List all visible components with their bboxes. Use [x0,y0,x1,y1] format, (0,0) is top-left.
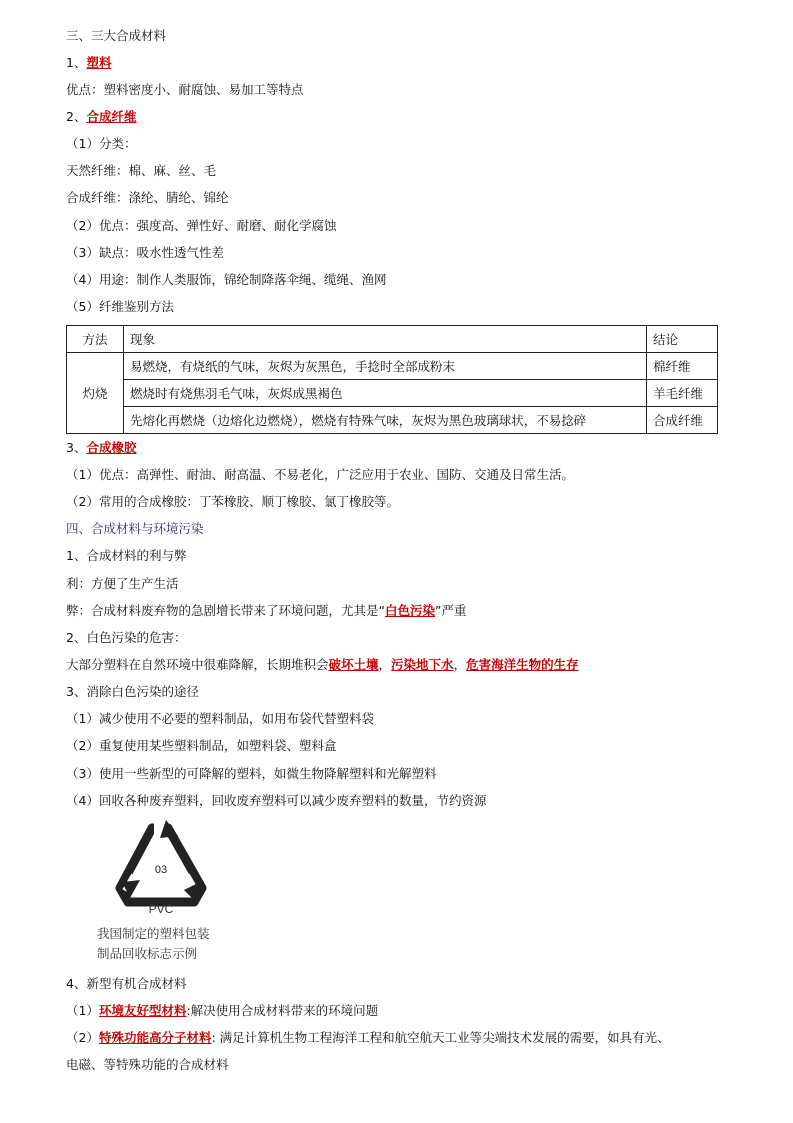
functional-polymer-term: 特殊功能高分子材料 [98,1030,212,1045]
table-conclusion-cell: 羊毛纤维 [647,380,718,407]
fiber-term: 合成纤维 [86,109,137,124]
table-phenomenon-cell: 燃烧时有烧焦羽毛气味，灰烬成黑褐色 [124,380,647,407]
item2-text: : 满足计算机生物工程海洋工程和航空航天工业等尖端技术发展的需要，如具有光、 [211,1030,670,1045]
fiber-natural: 天然纤维：棉、麻、丝、毛 [66,163,217,178]
hazard-text [66,656,579,674]
new-materials-item1 [66,1002,378,1020]
plastic-heading [66,54,111,72]
pros-cons-harm [66,602,466,620]
new-materials-item2 [66,1029,670,1047]
new-materials-title: 4、新型有机合成材料 [66,976,187,991]
recycle-label: PVC [148,902,174,916]
table-row [67,407,718,434]
rubber-heading [66,439,136,457]
hazard-term-ocean: 危害海洋生物的生存 [466,657,579,672]
hazard-prefix: 大部分塑料在自然环境中很难降解，长期堆积会 [66,657,329,672]
list-item: （3）使用一些新型的可降解的塑料，如微生物降解塑料和光解塑料 [66,766,437,781]
table-phenomenon-cell: 先熔化再燃烧（边熔化边燃烧），燃烧有特殊气味，灰烬为黑色玻璃球状，不易捻碎 [124,407,647,434]
fiber-use: （4）用途：制作人类服饰，锦纶制降落伞绳、缆绳、渔网 [66,272,387,287]
harm-prefix: 弊：合成材料废弃物的急剧增长带来了环境问题，尤其是“ [66,603,385,618]
hazard-term-water: 污染地下水 [391,657,454,672]
fiber-identify: （5）纤维鉴别方法 [66,299,174,314]
list-item: （4）回收各种废弃塑料，回收废弃塑料可以减少废弃塑料的数量，节约资源 [66,793,487,808]
section3-title: 三、三大合成材料 [66,28,167,43]
table-header-phenomenon: 现象 [124,326,647,353]
list-item: （2）重复使用某些塑料制品，如塑料袋、塑料盒 [66,738,337,753]
fiber-classify: （1）分类： [66,136,137,151]
section4-title: 四、合成材料与环境污染 [66,521,204,536]
rubber-term: 合成橡胶 [86,440,137,455]
table-header-row [67,326,718,353]
rubber-num: 3、 [66,440,87,455]
eco-material-term: 环境友好型材料 [98,1003,187,1018]
harm-suffix: ”严重 [435,603,467,618]
table-conclusion-cell: 合成纤维 [647,407,718,434]
new-materials-item2-cont: 电磁、等特殊功能的合成材料 [66,1057,229,1072]
fiber-cons: （3）缺点：吸水性透气性差 [66,245,224,260]
hazard-term-soil: 破坏土壤 [328,657,379,672]
table-phenomenon-cell: 易燃烧，有烧纸的气味，灰烬为灰黑色，手捻时全部成粉末 [124,353,647,380]
white-pollution-term: 白色污染 [384,603,435,618]
elimination-title: 3、消除白色污染的途径 [66,684,199,699]
fiber-synthetic: 合成纤维：涤纶、腈纶、锦纶 [66,190,229,205]
rubber-pros: （1）优点：高弹性、耐油、耐高温、不易老化，广泛应用于农业、国防、交通及日常生活。 [66,467,574,482]
logo-caption-line2: 制品回收标志示例 [97,946,198,961]
table-row [67,353,718,380]
fiber-num: 2、 [66,109,87,124]
list-item: （1）减少使用不必要的塑料制品，如用布袋代替塑料袋 [66,711,374,726]
item1-num: （1） [66,1003,99,1018]
pros-cons-benefit: 利：方便了生产生活 [66,576,179,591]
fiber-identification-table [66,325,718,434]
recycle-code: 03 [154,864,168,876]
item2-num: （2） [66,1030,99,1045]
pros-cons-title: 1、合成材料的利与弊 [66,548,187,563]
plastic-term: 塑料 [86,55,112,70]
hazard-sep: ， [453,657,467,672]
logo-caption-line1: 我国制定的塑料包装 [97,926,210,941]
table-method-cell: 灼烧 [67,353,124,434]
table-conclusion-cell: 棉纤维 [647,353,718,380]
fiber-heading [66,108,136,126]
fiber-pros: （2）优点：强度高、弹性好、耐磨、耐化学腐蚀 [66,218,337,233]
plastic-num: 1、 [66,55,87,70]
hazard-title: 2、白色污染的危害： [66,630,187,645]
rubber-common: （2）常用的合成橡胶：丁苯橡胶、顺丁橡胶、氯丁橡胶等。 [66,494,399,509]
item1-text: :解决使用合成材料带来的环境问题 [186,1003,379,1018]
table-row [67,380,718,407]
table-header-method: 方法 [67,326,124,353]
table-header-conclusion: 结论 [647,326,718,353]
hazard-sep: ， [378,657,392,672]
plastic-advantages: 优点：塑料密度小、耐腐蚀、易加工等特点 [66,82,304,97]
